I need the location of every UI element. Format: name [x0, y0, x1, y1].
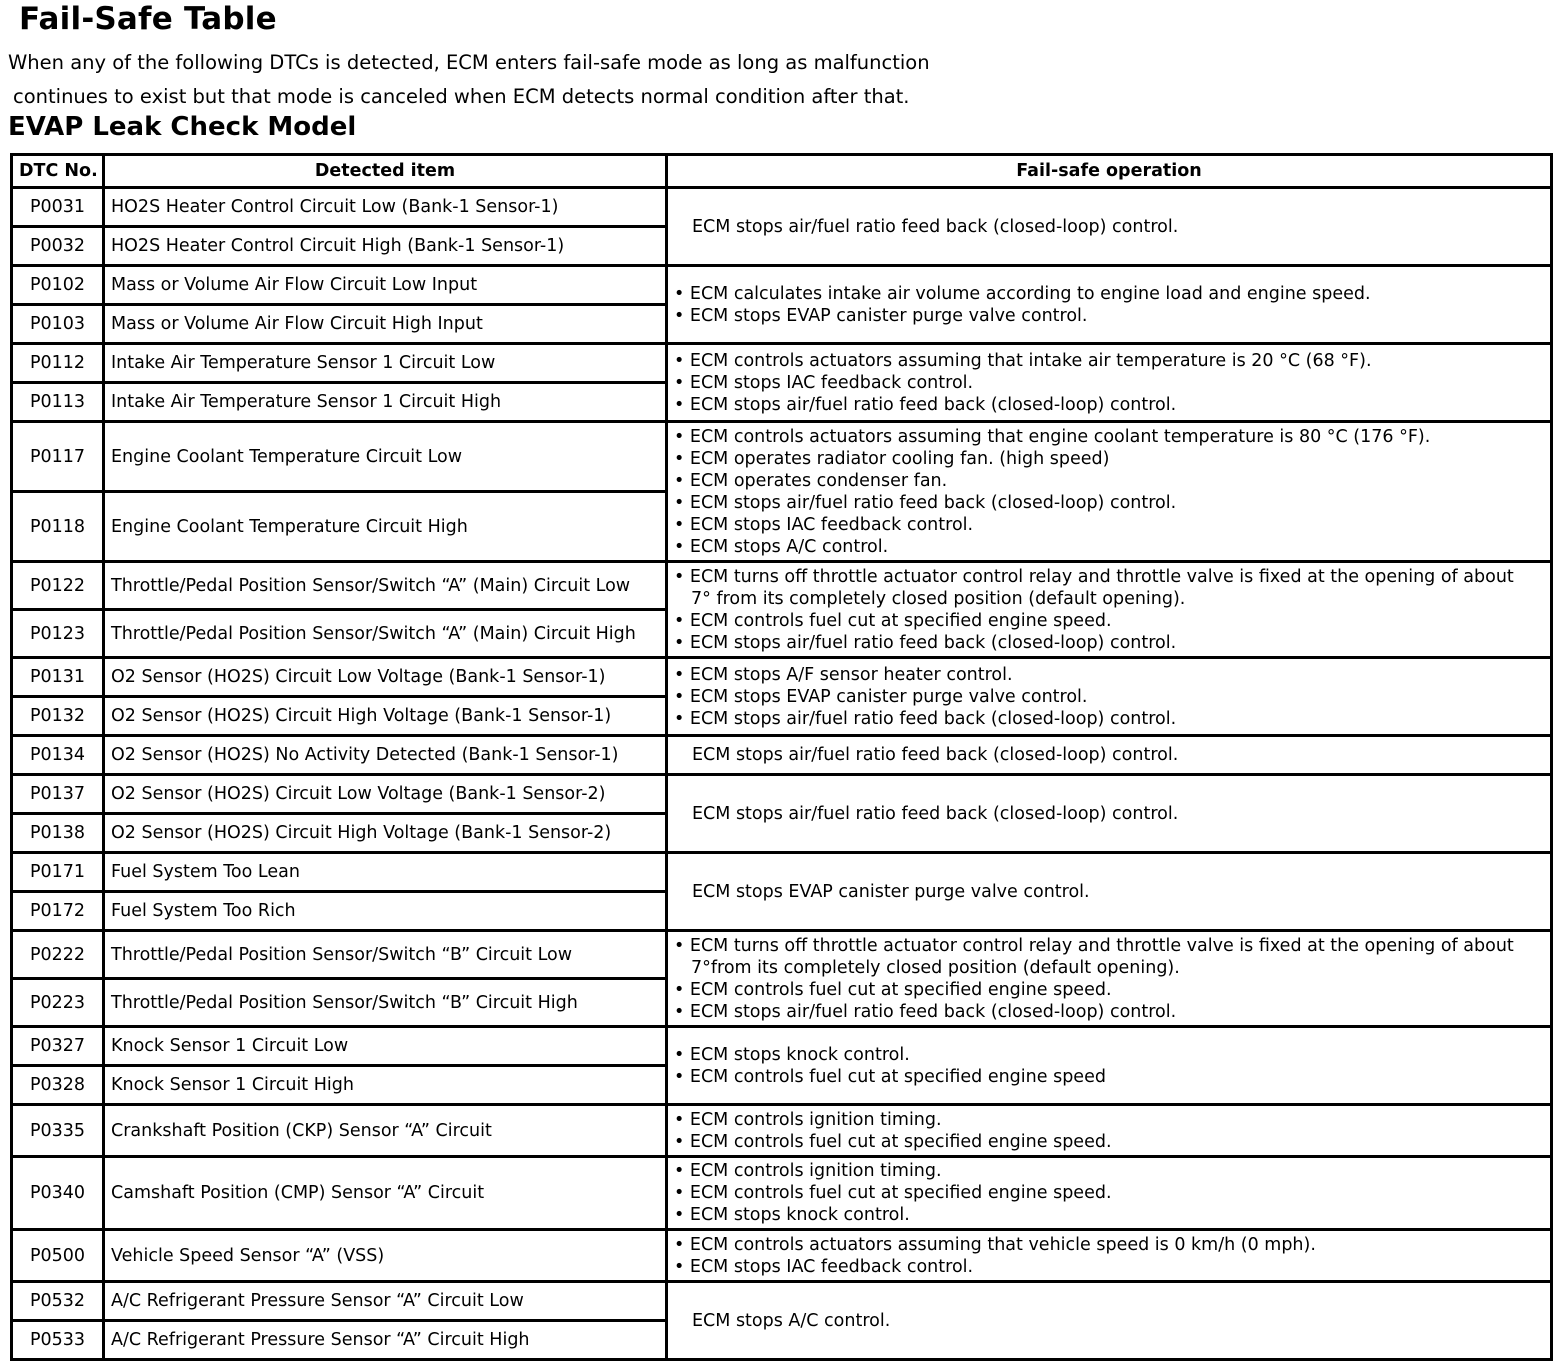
table-row [12, 931, 1552, 979]
header-detected-item: Detected item [104, 155, 667, 188]
dtc-code: P0123 [12, 610, 104, 658]
table-row [12, 736, 1552, 775]
fail-safe-operation [667, 562, 1552, 658]
detected-item: Fuel System Too Lean [104, 853, 667, 892]
dtc-code: P0222 [12, 931, 104, 979]
detected-item: Intake Air Temperature Sensor 1 Circuit Low [104, 344, 667, 383]
operation-line: • ECM controls actuators assuming that intake air temperature is 20 °C (68 °F). [674, 350, 1372, 371]
operation-line: • ECM controls fuel cut at specified engine speed. [674, 1183, 1112, 1203]
fail-safe-operation [667, 931, 1552, 1027]
dtc-code: P0112 [12, 344, 104, 383]
operation-line: • ECM stops EVAP canister purge valve control. [674, 686, 1088, 707]
detected-item: Engine Coolant Temperature Circuit Low [104, 422, 667, 492]
operation-line: ECM stops air/fuel ratio feed back (closed-loop) control. [692, 745, 1179, 765]
detected-item: A/C Refrigerant Pressure Sensor “A” Circuit Low [104, 1282, 667, 1321]
detected-item: Engine Coolant Temperature Circuit High [104, 492, 667, 562]
table-row [12, 775, 1552, 814]
header-dtc-no: DTC No. [12, 155, 104, 188]
detected-item: Mass or Volume Air Flow Circuit High Input [104, 305, 667, 344]
dtc-code: P0327 [12, 1027, 104, 1066]
table-row [12, 853, 1552, 892]
dtc-code: P0102 [12, 266, 104, 305]
dtc-code: P0117 [12, 422, 104, 492]
operation-line: • ECM controls actuators assuming that vehicle speed is 0 km/h (0 mph). [674, 1234, 1316, 1255]
fail-safe-operation [667, 1230, 1552, 1282]
intro-line-2: continues to exist but that mode is canceled when ECM detects normal condition after that. [13, 85, 910, 108]
dtc-code: P0328 [12, 1066, 104, 1105]
table-header-row [12, 155, 1552, 188]
dtc-code: P0223 [12, 979, 104, 1027]
detected-item: Mass or Volume Air Flow Circuit Low Input [104, 266, 667, 305]
dtc-code: P0103 [12, 305, 104, 344]
dtc-code: P0122 [12, 562, 104, 610]
fail-safe-operation [667, 1027, 1552, 1105]
dtc-code: P0118 [12, 492, 104, 562]
detected-item: Intake Air Temperature Sensor 1 Circuit High [104, 383, 667, 422]
dtc-code: P0532 [12, 1282, 104, 1321]
dtc-code: P0134 [12, 736, 104, 775]
fail-safe-operation [667, 853, 1552, 931]
dtc-code: P0138 [12, 814, 104, 853]
page-title: Fail-Safe Table [19, 1, 277, 37]
detected-item: Crankshaft Position (CKP) Sensor “A” Circuit [104, 1105, 667, 1157]
detected-item: O2 Sensor (HO2S) Circuit High Voltage (Bank-1 Sensor-2) [104, 814, 667, 853]
dtc-code: P0131 [12, 658, 104, 697]
table-row [12, 188, 1552, 227]
detected-item: O2 Sensor (HO2S) No Activity Detected (Bank-1 Sensor-1) [104, 736, 667, 775]
dtc-code: P0340 [12, 1157, 104, 1230]
dtc-code: P0500 [12, 1230, 104, 1282]
dtc-code: P0335 [12, 1105, 104, 1157]
operation-line: • ECM operates condenser fan. [674, 470, 948, 491]
fail-safe-operation [667, 1282, 1552, 1360]
detected-item: Vehicle Speed Sensor “A” (VSS) [104, 1230, 667, 1282]
operation-line: • ECM stops knock control. [674, 1205, 910, 1225]
operation-line: ECM stops air/fuel ratio feed back (closed-loop) control. [692, 216, 1179, 237]
operation-line: • ECM controls fuel cut at specified engine speed. [674, 1131, 1112, 1152]
operation-line: • ECM stops knock control. [674, 1044, 910, 1065]
detected-item: A/C Refrigerant Pressure Sensor “A” Circuit High [104, 1321, 667, 1360]
detected-item: HO2S Heater Control Circuit High (Bank-1 Sensor-1) [104, 227, 667, 266]
fail-safe-table [10, 153, 1553, 1361]
detected-item: O2 Sensor (HO2S) Circuit High Voltage (Bank-1 Sensor-1) [104, 697, 667, 736]
operation-line: • ECM stops A/C control. [674, 536, 889, 557]
operation-line: • ECM operates radiator cooling fan. (high speed) [674, 448, 1110, 469]
detected-item: Camshaft Position (CMP) Sensor “A” Circuit [104, 1157, 667, 1230]
table-row [12, 266, 1552, 305]
header-fail-safe-operation: Fail-safe operation [667, 155, 1552, 188]
operation-line: ECM stops A/C control. [692, 1310, 891, 1331]
dtc-code: P0132 [12, 697, 104, 736]
dtc-code: P0113 [12, 383, 104, 422]
operation-line: • ECM controls ignition timing. [674, 1109, 942, 1130]
operation-line: • ECM controls fuel cut at specified engine speed. [674, 979, 1112, 1000]
section-title: EVAP Leak Check Model [8, 112, 357, 142]
operation-line: • ECM stops air/fuel ratio feed back (closed-loop) control. [674, 492, 1177, 513]
intro-line-1: When any of the following DTCs is detected, ECM enters fail-safe mode as long as malfunction [8, 51, 930, 74]
operation-line: • ECM stops IAC feedback control. [674, 372, 974, 393]
operation-line: ECM stops EVAP canister purge valve control. [692, 881, 1090, 902]
fail-safe-operation [667, 266, 1552, 344]
table-row [12, 1157, 1552, 1230]
operation-line: • ECM controls fuel cut at specified engine speed [674, 1066, 1106, 1087]
detected-item: O2 Sensor (HO2S) Circuit Low Voltage (Bank-1 Sensor-1) [104, 658, 667, 697]
operation-line: • ECM calculates intake air volume according to engine load and engine speed. [674, 283, 1371, 304]
table-body [12, 188, 1552, 1360]
detected-item: Knock Sensor 1 Circuit High [104, 1066, 667, 1105]
table-row [12, 422, 1552, 492]
table-row [12, 1027, 1552, 1066]
operation-line: • ECM stops air/fuel ratio feed back (closed-loop) control. [674, 394, 1177, 415]
dtc-code: P0031 [12, 188, 104, 227]
operation-line: • ECM stops A/F sensor heater control. [674, 664, 1013, 685]
table-row [12, 1105, 1552, 1157]
detected-item: Throttle/Pedal Position Sensor/Switch “A” (Main) Circuit Low [104, 562, 667, 610]
operation-line: 7°from its completely closed position (default opening). [691, 957, 1180, 978]
fail-safe-operation [667, 775, 1552, 853]
fail-safe-operation [667, 1157, 1552, 1230]
detected-item: O2 Sensor (HO2S) Circuit Low Voltage (Bank-1 Sensor-2) [104, 775, 667, 814]
operation-line: • ECM controls ignition timing. [674, 1161, 942, 1181]
operation-line: • ECM stops IAC feedback control. [674, 514, 974, 535]
detected-item: Fuel System Too Rich [104, 892, 667, 931]
table-row [12, 562, 1552, 610]
table-row [12, 1230, 1552, 1282]
detected-item: Throttle/Pedal Position Sensor/Switch “A” (Main) Circuit High [104, 610, 667, 658]
dtc-code: P0137 [12, 775, 104, 814]
operation-line: • ECM stops air/fuel ratio feed back (closed-loop) control. [674, 708, 1177, 729]
fail-safe-operation [667, 658, 1552, 736]
table-row [12, 344, 1552, 383]
fail-safe-operation [667, 1105, 1552, 1157]
detected-item: Throttle/Pedal Position Sensor/Switch “B” Circuit Low [104, 931, 667, 979]
fail-safe-operation [667, 188, 1552, 266]
operation-line: • ECM turns off throttle actuator control relay and throttle valve is fixed at the opening of about [674, 566, 1514, 587]
fail-safe-operation [667, 736, 1552, 775]
dtc-code: P0171 [12, 853, 104, 892]
fail-safe-operation [667, 344, 1552, 422]
operation-line: • ECM controls actuators assuming that engine coolant temperature is 80 °C (176 °F). [674, 426, 1431, 447]
detected-item: Throttle/Pedal Position Sensor/Switch “B” Circuit High [104, 979, 667, 1027]
dtc-code: P0032 [12, 227, 104, 266]
table-row [12, 1282, 1552, 1321]
operation-line: • ECM stops IAC feedback control. [674, 1256, 974, 1277]
detected-item: HO2S Heater Control Circuit Low (Bank-1 Sensor-1) [104, 188, 667, 227]
operation-line: • ECM stops air/fuel ratio feed back (closed-loop) control. [674, 1001, 1177, 1022]
table-row [12, 658, 1552, 697]
operation-line: • ECM controls fuel cut at specified engine speed. [674, 610, 1112, 631]
dtc-code: P0172 [12, 892, 104, 931]
detected-item: Knock Sensor 1 Circuit Low [104, 1027, 667, 1066]
operation-line: • ECM stops EVAP canister purge valve control. [674, 305, 1088, 326]
operation-line: 7° from its completely closed position (default opening). [691, 588, 1186, 609]
operation-line: • ECM stops air/fuel ratio feed back (closed-loop) control. [674, 632, 1177, 653]
intro-paragraph [8, 46, 930, 114]
dtc-code: P0533 [12, 1321, 104, 1360]
fail-safe-operation [667, 422, 1552, 562]
operation-line: ECM stops air/fuel ratio feed back (closed-loop) control. [692, 803, 1179, 824]
operation-line: • ECM turns off throttle actuator control relay and throttle valve is fixed at the opening of about [674, 935, 1514, 956]
